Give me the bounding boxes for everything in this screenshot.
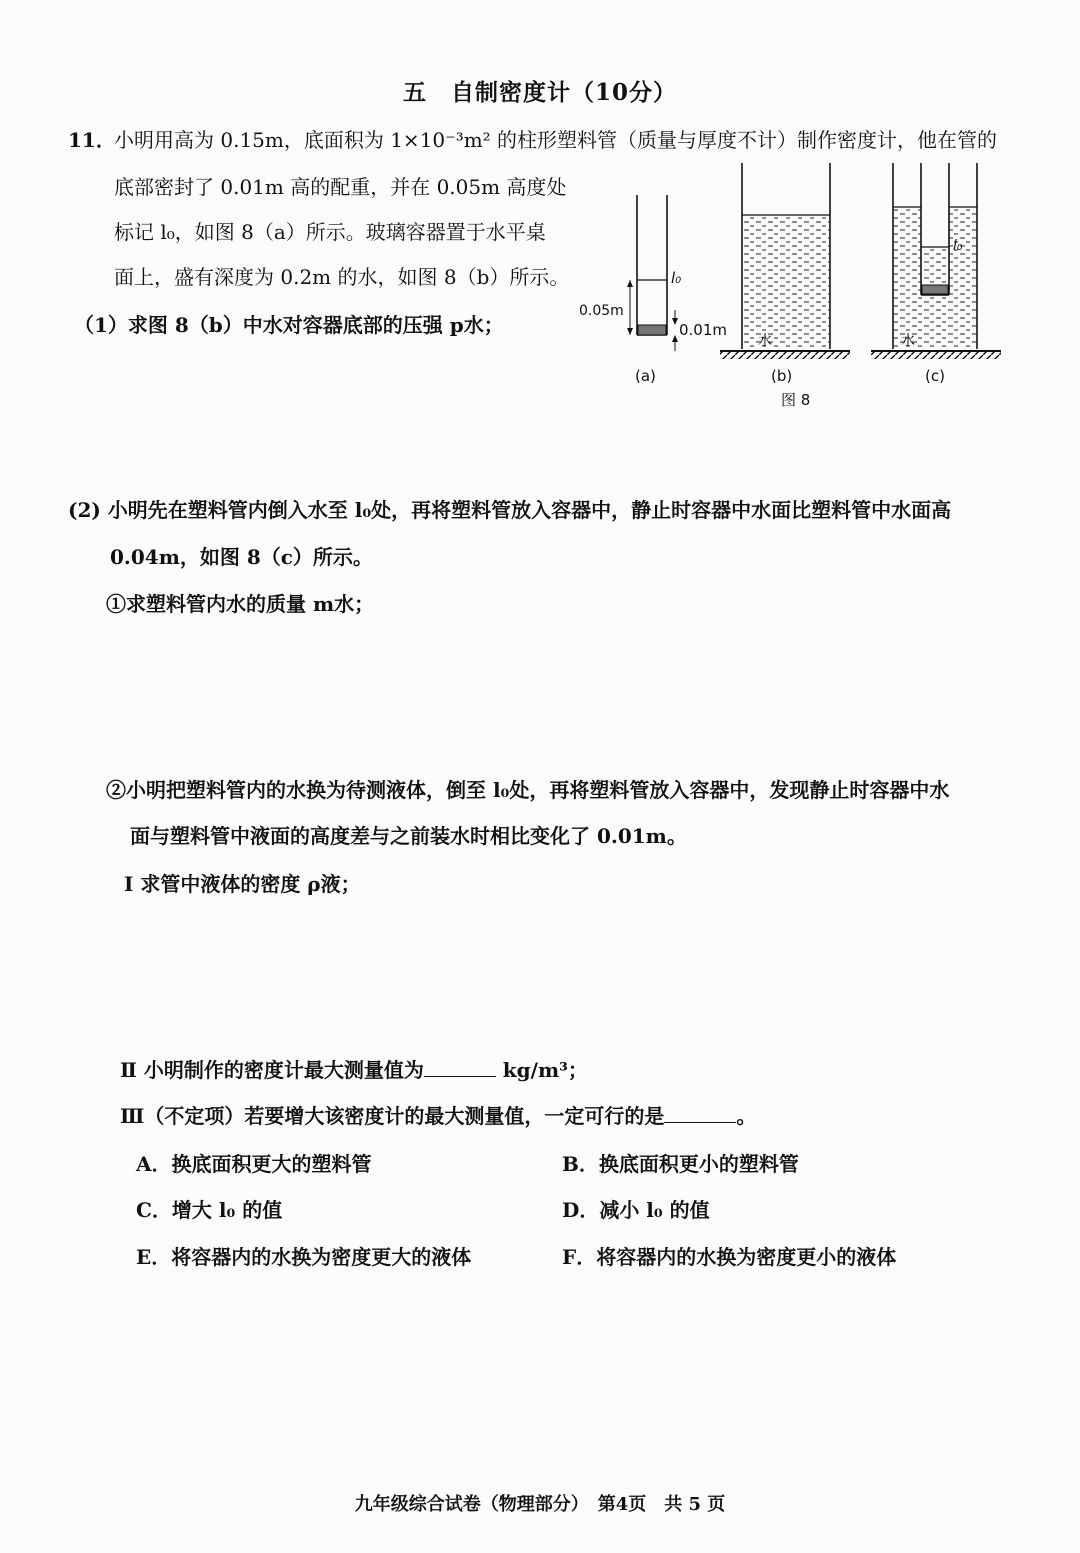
- roman-1: Ⅰ 求管中液体的密度 ρ液；: [124, 872, 361, 896]
- intro-line-1: 小明用高为 0.15m，底面积为 1×10⁻³m² 的柱形塑料管（质量与厚度不计）制作密度计，他在管的: [114, 128, 998, 152]
- option-b: B．换底面积更小的塑料管: [562, 1152, 799, 1176]
- roman-2-text: Ⅱ 小明制作的密度计最大测量值为: [120, 1058, 424, 1082]
- roman-2: [120, 1054, 588, 1083]
- label-water-b: 水: [758, 333, 772, 349]
- label-l0-a: l₀: [671, 269, 682, 287]
- intro-line-3: 标记 l₀，如图 8（a）所示。玻璃容器置于水平桌: [114, 220, 546, 244]
- label-0-05m: 0.05m: [579, 303, 624, 319]
- part-2-line-1: (2) 小明先在塑料管内倒入水至 l₀处，再将塑料管放入容器中，静止时容器中水面比塑料管中水面高: [68, 498, 952, 522]
- option-f: F．将容器内的水换为密度更小的液体: [562, 1245, 897, 1269]
- part-1: （1）求图 8（b）中水对容器底部的压强 p水；: [74, 313, 504, 337]
- label-0-01m: 0.01m: [679, 321, 728, 339]
- sub-question-2-line-1: ②小明把塑料管内的水换为待测液体，倒至 l₀处，再将塑料管放入容器中，发现静止时容器中水: [106, 778, 950, 802]
- caption-b: (b): [771, 367, 793, 385]
- part-2-line-2: 0.04m，如图 8（c）所示。: [110, 545, 373, 569]
- answer-blank-max-value[interactable]: [424, 1060, 496, 1077]
- page-footer: 九年级综合试卷（物理部分） 第4页 共 5 页: [354, 1494, 726, 1515]
- answer-blank-options[interactable]: [664, 1106, 736, 1123]
- figure-caption: 图 8: [781, 391, 811, 409]
- intro-line-2: 底部密封了 0.01m 高的配重，并在 0.05m 高度处: [114, 175, 567, 199]
- sub-question-1: ①求塑料管内水的质量 m水；: [106, 592, 375, 616]
- sub-question-2-line-2: 面与塑料管中液面的高度差与之前装水时相比变化了 0.01m。: [130, 824, 687, 848]
- section-title: 五 自制密度计（10分）: [402, 79, 677, 106]
- roman-3-text: Ⅲ（不定项）若要增大该密度计的最大测量值，一定可行的是: [120, 1104, 665, 1128]
- roman-3: [120, 1100, 756, 1129]
- option-c: C．增大 l₀ 的值: [136, 1198, 283, 1222]
- caption-c: (c): [925, 367, 945, 385]
- roman-3-end: 。: [736, 1104, 757, 1128]
- figure-8b-container: [720, 163, 850, 359]
- figure-8: [575, 155, 1015, 415]
- roman-2-unit: kg/m³；: [502, 1058, 588, 1082]
- caption-a: (a): [635, 367, 656, 385]
- label-l0-c: l₀: [953, 238, 963, 254]
- intro-line-4: 面上，盛有深度为 0.2m 的水，如图 8（b）所示。: [114, 265, 570, 289]
- question-number: 11．: [68, 128, 116, 152]
- label-water-c: 水: [901, 333, 915, 349]
- option-e: E．将容器内的水换为密度更大的液体: [136, 1245, 472, 1269]
- option-d: D．减小 l₀ 的值: [562, 1198, 710, 1222]
- figure-8c-container: [871, 163, 1001, 359]
- option-a: A．换底面积更大的塑料管: [136, 1152, 372, 1176]
